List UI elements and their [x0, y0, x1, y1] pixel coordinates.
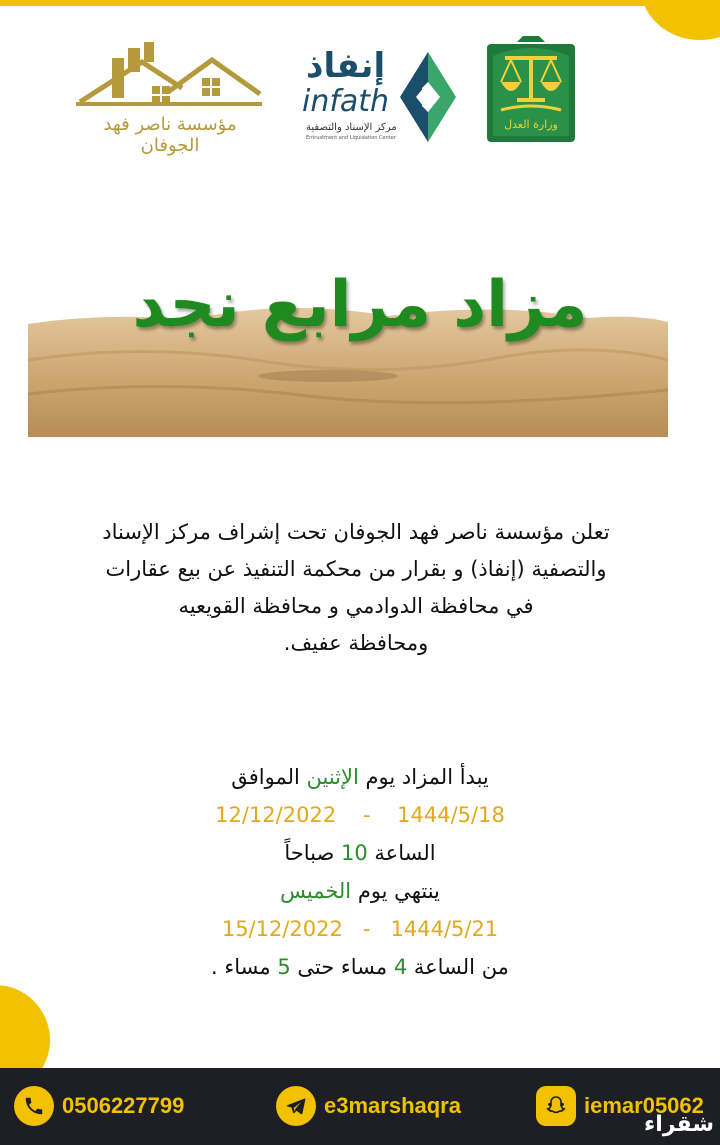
announcement-paragraph	[20, 514, 692, 662]
house-icon	[72, 40, 268, 112]
jufan-name: مؤسسة ناصر فهد الجوفان	[103, 114, 237, 156]
infath-english: infath	[302, 84, 390, 119]
close-time-line	[0, 948, 720, 986]
snapchat-icon	[536, 1086, 576, 1126]
telegram-handle: e3marshaqra	[324, 1093, 461, 1118]
close-suffix: مساء .	[211, 955, 278, 979]
phone-icon	[14, 1086, 54, 1126]
phone-contact[interactable]	[14, 1084, 184, 1128]
contact-footer	[0, 1068, 720, 1145]
page-title: مزاد مرابع نجد	[132, 268, 588, 342]
watermark: شقراء	[644, 1112, 714, 1137]
start-dates	[0, 796, 720, 834]
infath-arabic: إنفاذ	[306, 46, 386, 86]
start-prefix: يبدأ المزاد يوم	[358, 765, 489, 789]
infath-subtitle: مركز الإسناد والتصفية	[306, 122, 397, 133]
start-time-line	[0, 834, 720, 872]
snapchat-handle: iemar05062	[584, 1093, 704, 1118]
end-day: الخميس	[280, 879, 352, 903]
telegram-icon	[276, 1086, 316, 1126]
end-dates	[0, 910, 720, 948]
start-line	[0, 758, 720, 796]
paragraph-line: والتصفية (إنفاذ) و بقرار من محكمة التنفيذ عن بيع عقارات	[105, 557, 607, 581]
start-hour: 10	[341, 841, 368, 865]
close-prefix: من الساعة	[407, 955, 509, 979]
auction-schedule	[0, 758, 720, 986]
end-prefix: ينتهي يوم	[351, 879, 440, 903]
start-suffix: الموافق	[231, 765, 307, 789]
corner-decoration-top-right	[640, 0, 720, 40]
jufan-logo	[72, 40, 268, 156]
infath-logo	[300, 46, 460, 146]
infath-subtitle-en: Entrustment and Liquidation Center	[306, 135, 396, 141]
close-hour-from: 4	[393, 955, 408, 979]
infath-mark-icon	[398, 52, 458, 142]
close-mid: مساء حتى	[290, 955, 394, 979]
end-dates-text: 15/12/2022 - 1444/5/21	[221, 917, 499, 941]
moj-name: وزارة العدل	[504, 118, 558, 131]
paragraph-line: ومحافظة عفيف.	[283, 631, 429, 655]
end-line	[0, 872, 720, 910]
close-hour-to: 5	[277, 955, 291, 979]
start-day: الإثنين	[306, 765, 359, 789]
paragraph-line: تعلن مؤسسة ناصر فهد الجوفان تحت إشراف مركز الإسناد	[102, 520, 610, 544]
telegram-contact[interactable]	[276, 1084, 461, 1128]
paragraph-line: في محافظة الدوادمي و محافظة القويعيه	[178, 594, 534, 618]
top-stripe	[0, 0, 720, 6]
time-suffix: صباحاً	[284, 841, 342, 865]
moj-logo	[487, 36, 575, 142]
start-dates-text: 12/12/2022 - 1444/5/18	[215, 803, 505, 827]
time-prefix: الساعة	[367, 841, 436, 865]
phone-number: 0506227799	[62, 1093, 185, 1118]
